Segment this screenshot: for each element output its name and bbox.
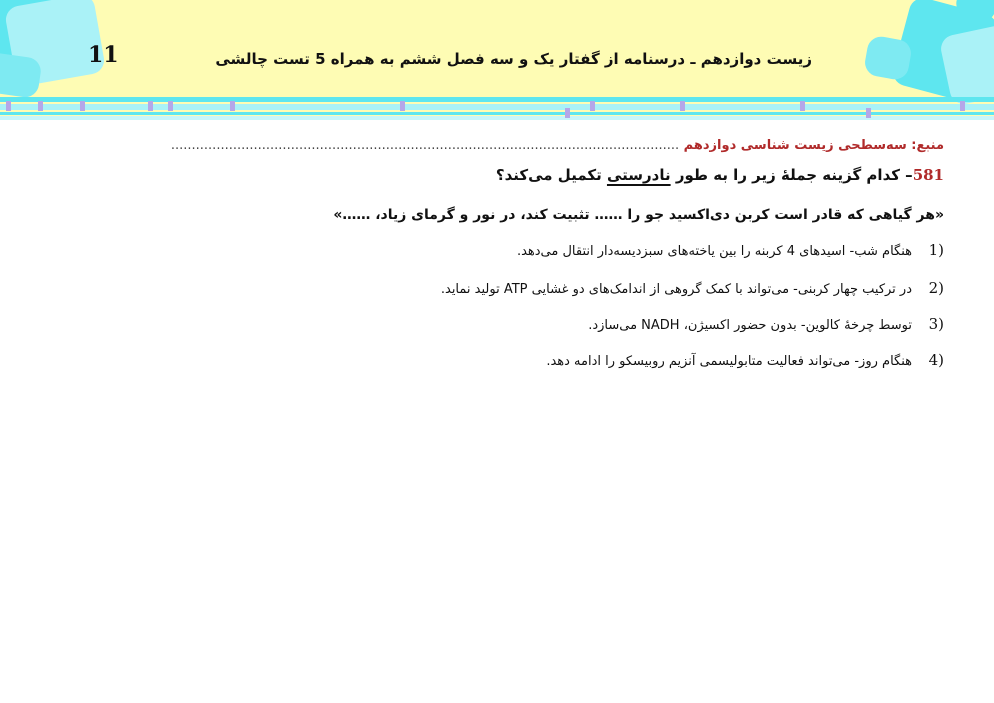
source-line [50,138,944,153]
stripe-tick [230,101,235,111]
option-number: 3) [928,315,944,333]
option-text: توسط چرخهٔ کالوین- بدون حضور اکسیژن، NADH می‌سازد. [588,318,912,333]
stripe-tick [148,101,153,111]
stripe-tick [38,101,43,111]
source-label: منبع: سه‌سطحی زیست شناسی دوازدهم [683,138,944,153]
stripe-tick [866,108,871,118]
header-stripe [0,112,994,115]
question-stem: «هر گیاهی که قادر است کربن دی‌اکسید جو را …… تثبیت کند، در نور و گرمای زیاد، ……» [333,207,944,223]
page-number: 11 [88,42,119,68]
stripe-tick [590,101,595,111]
stripe-tick [168,101,173,111]
question-text-after: تکمیل می‌کند؟ [495,166,607,184]
stripe-tick [680,101,685,111]
option-text: هنگام روز- می‌تواند فعالیت متابولیسمی آنزیم روبیسکو را ادامه دهد. [546,354,912,369]
option-number: 1) [928,241,944,259]
question-number: 581 [912,166,944,184]
source-dots: ........................................................................................................................... [170,138,680,153]
stripe-tick [960,101,965,111]
stripe-tick [400,101,405,111]
question-underlined-word: نادرستی [606,166,671,184]
option-text: در ترکیب چهار کربنی- می‌تواند با کمک گروهی از اندامک‌های دو غشایی ATP تولید نماید. [440,282,912,297]
option-number: 2) [928,279,944,297]
header-title: زیست دوازدهم ـ درسنامه از گفتار یک و سه فصل ششم به همراه 5 تست چالشی [215,50,812,68]
header-stripe [0,116,994,120]
question-heading [496,166,944,184]
option-text: هنگام شب- اسیدهای 4 کربنه را بین یاخته‌های سبزدیسه‌دار انتقال می‌دهد. [516,244,912,259]
question-text-before: – کدام گزینه جملهٔ زیر را به طور [670,166,913,184]
page-header [0,0,994,120]
stripe-tick [6,101,11,111]
option-number: 4) [928,351,944,369]
stripe-tick [800,101,805,111]
stripe-tick [80,101,85,111]
stripe-tick [565,108,570,118]
